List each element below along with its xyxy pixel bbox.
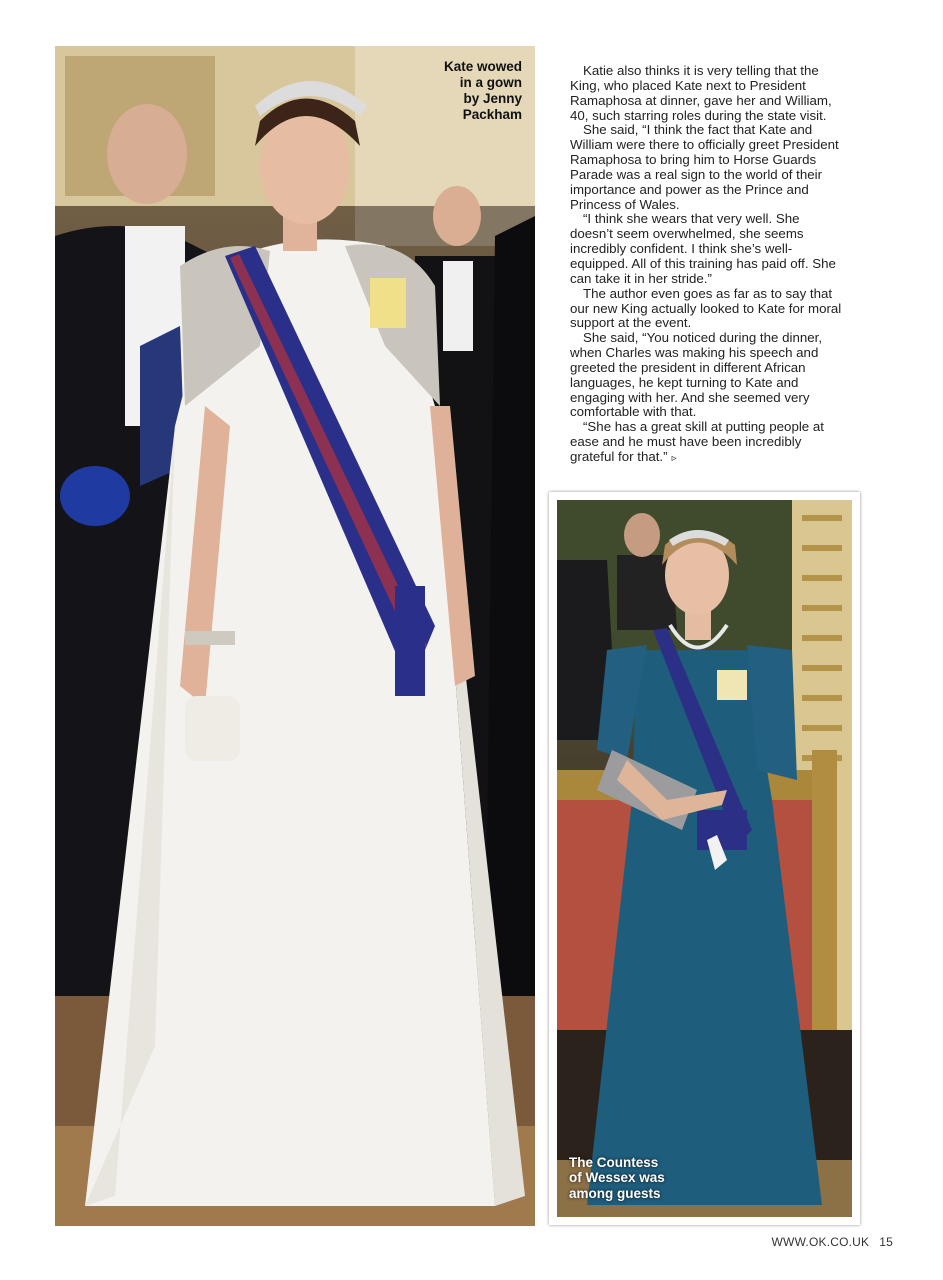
- page-footer: [772, 1235, 893, 1249]
- page-number: 15: [879, 1235, 893, 1249]
- main-photo-illustration: [55, 46, 535, 1226]
- caption-line: among guests: [569, 1185, 661, 1201]
- website-url: WWW.OK.CO.UK: [771, 1235, 870, 1249]
- inset-photo-illustration: [557, 500, 852, 1217]
- caption-line: Packham: [462, 107, 522, 122]
- caption-line: Kate wowed: [443, 59, 522, 74]
- inset-photo-caption: [569, 1155, 665, 1202]
- article-paragraph: She said, “You noticed during the dinner, when Charles was making his speech and greeted the president in different African languages, he kept turning to Kate and engaging with her. And she seemed very comfortable with that.: [570, 330, 823, 420]
- article-paragraph: Katie also thinks it is very telling that the King, who placed Kate next to President Ramaphosa at dinner, gave her and William, 40, such starring roles during the state visit.: [570, 63, 832, 123]
- article-paragraph: “I think she wears that very well. She doesn’t seem overwhelmed, she seems incredibly confident. I think she’s well-equipped. All of this training has paid off. She can take it in her stride.”: [570, 211, 836, 286]
- article-paragraph-text: “She has a great skill at putting people at ease and he must have been incredibly grateful for that.”: [570, 419, 824, 464]
- caption-line: The Countess: [569, 1154, 659, 1170]
- article-paragraph: She said, “I think the fact that Kate and William were there to officially greet President Ramaphosa to bring him to Horse Guards Parade was a real sign to the world of their importance and power as the Prince and Princess of Wales.: [570, 122, 839, 212]
- main-photo-kate: [55, 46, 535, 1226]
- caption-line: by Jenny: [463, 91, 522, 106]
- article-paragraph-last: [570, 420, 842, 467]
- article-body: [570, 64, 842, 467]
- inset-photo-countess: [557, 500, 852, 1217]
- article-paragraph: The author even goes as far as to say that our new King actually looked to Kate for moral support at the event.: [570, 285, 842, 331]
- caption-line: of Wessex was: [569, 1170, 665, 1185]
- inset-photo-frame: [549, 492, 860, 1225]
- caption-line: in a gown: [459, 75, 522, 90]
- end-mark-icon: ▹: [671, 452, 677, 464]
- main-photo-caption: [444, 59, 522, 123]
